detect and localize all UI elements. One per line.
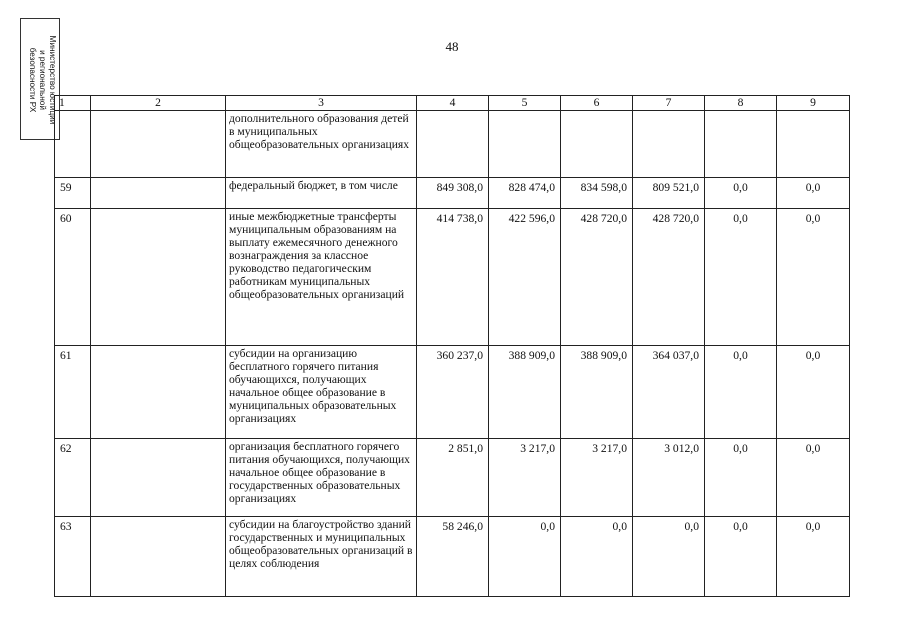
row-value-7: 428 720,0: [633, 209, 705, 346]
row-value-4: 58 246,0: [417, 517, 489, 597]
row-number: 59: [55, 178, 91, 209]
budget-table: [54, 95, 850, 597]
row-value-6: 428 720,0: [561, 209, 633, 346]
row-description: субсидии на благоустройство зданий государственных и муниципальных общеобразовательных организаций в целях соблюдения: [226, 517, 417, 597]
table-row: [55, 209, 850, 346]
table-row: [55, 517, 850, 597]
row-description: субсидии на организацию бесплатного горячего питания обучающихся, получающих начальное общее образование в муниципальных образовательных организациях: [226, 346, 417, 439]
row-value-7: 3 012,0: [633, 439, 705, 517]
row-value-6: [561, 111, 633, 178]
header-col-6: 6: [561, 96, 633, 111]
header-col-7: 7: [633, 96, 705, 111]
row-value-5: 388 909,0: [489, 346, 561, 439]
row-value-6: 388 909,0: [561, 346, 633, 439]
row-value-4: [417, 111, 489, 178]
header-col-4: 4: [417, 96, 489, 111]
row-value-9: 0,0: [777, 209, 850, 346]
row-col2: [91, 517, 226, 597]
header-col-1: 1: [55, 96, 91, 111]
table-row: [55, 178, 850, 209]
table-row: [55, 111, 850, 178]
row-number: 60: [55, 209, 91, 346]
table-row: [55, 346, 850, 439]
row-value-9: [777, 111, 850, 178]
page-number: 48: [445, 39, 459, 54]
stamp-line-3: безопасности РХ: [28, 47, 37, 113]
row-description: иные межбюджетные трансферты муниципальным образованиям на выплату ежемесячного денежного вознаграждения за классное руководство педагогическим работникам муниципальных общеобразовательных организаций: [226, 209, 417, 346]
row-description: организация бесплатного горячего питания обучающихся, получающих начальное общее образование в государственных образовательных организациях: [226, 439, 417, 517]
row-value-8: 0,0: [705, 439, 777, 517]
row-value-4: 414 738,0: [417, 209, 489, 346]
header-col-3: 3: [226, 96, 417, 111]
row-number: [55, 111, 91, 178]
row-description: дополнительного образования детей в муниципальных общеобразовательных организациях: [226, 111, 417, 178]
row-description: федеральный бюджет, в том числе: [226, 178, 417, 209]
row-value-6: 834 598,0: [561, 178, 633, 209]
header-col-5: 5: [489, 96, 561, 111]
row-value-9: 0,0: [777, 439, 850, 517]
row-value-8: 0,0: [705, 178, 777, 209]
row-value-4: 360 237,0: [417, 346, 489, 439]
row-value-5: 0,0: [489, 517, 561, 597]
header-col-2: 2: [91, 96, 226, 111]
row-value-9: 0,0: [777, 346, 850, 439]
row-value-8: 0,0: [705, 517, 777, 597]
row-value-5: 828 474,0: [489, 178, 561, 209]
row-col2: [91, 178, 226, 209]
row-value-7: [633, 111, 705, 178]
row-value-5: [489, 111, 561, 178]
row-number: 61: [55, 346, 91, 439]
row-value-6: 3 217,0: [561, 439, 633, 517]
row-value-5: 422 596,0: [489, 209, 561, 346]
row-value-9: 0,0: [777, 517, 850, 597]
row-value-6: 0,0: [561, 517, 633, 597]
row-value-8: [705, 111, 777, 178]
header-row: [55, 96, 850, 111]
row-value-4: 2 851,0: [417, 439, 489, 517]
row-col2: [91, 439, 226, 517]
row-value-7: 364 037,0: [633, 346, 705, 439]
row-value-9: 0,0: [777, 178, 850, 209]
row-col2: [91, 209, 226, 346]
header-col-8: 8: [705, 96, 777, 111]
header-col-9: 9: [777, 96, 850, 111]
row-col2: [91, 346, 226, 439]
row-value-4: 849 308,0: [417, 178, 489, 209]
stamp-line-1: Министерство юстиции: [48, 35, 57, 125]
row-value-5: 3 217,0: [489, 439, 561, 517]
row-number: 62: [55, 439, 91, 517]
row-number: 63: [55, 517, 91, 597]
row-value-7: 0,0: [633, 517, 705, 597]
stamp-line-2: и региональной: [38, 50, 47, 110]
table-row: [55, 439, 850, 517]
row-value-8: 0,0: [705, 346, 777, 439]
row-col2: [91, 111, 226, 178]
row-value-7: 809 521,0: [633, 178, 705, 209]
row-value-8: 0,0: [705, 209, 777, 346]
